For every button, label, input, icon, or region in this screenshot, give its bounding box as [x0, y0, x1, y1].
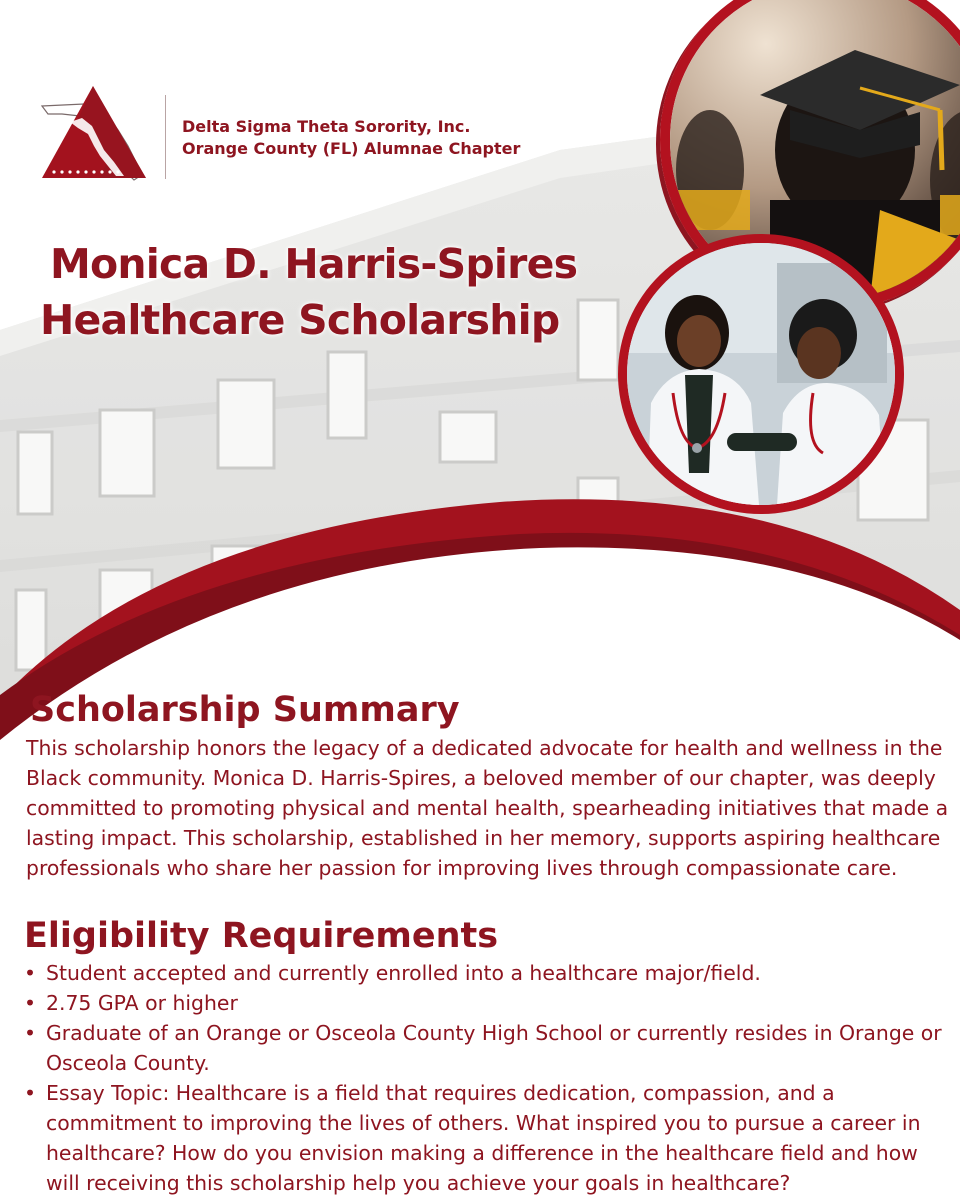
header-divider — [165, 95, 166, 179]
organization-name — [182, 116, 520, 160]
requirement-text: Student accepted and currently enrolled into a healthcare major/field. — [46, 961, 761, 985]
delta-florida-logo-icon — [40, 84, 152, 184]
eligibility-heading: Eligibility Requirements — [24, 916, 499, 956]
bullet-icon: • — [24, 991, 37, 1015]
bullet-icon: • — [24, 961, 37, 985]
list-item — [22, 958, 942, 988]
list-item — [22, 1078, 942, 1198]
doctors-photo — [618, 234, 904, 514]
org-name-line1: Delta Sigma Theta Sorority, Inc. — [182, 117, 471, 136]
summary-heading: Scholarship Summary — [30, 690, 460, 730]
summary-text: This scholarship honors the legacy of a dedicated advocate for health and wellness in the Black community. Monica D. Harris-Spires, a beloved member of our chapter, was deeply committed to promoting physical and mental health, spearheading initiatives that made a lasting impact. This scholarship, established in her memory, supports aspiring healthcare professionals who share her passion for improving lives through compassionate care. — [26, 736, 949, 880]
bullet-icon: • — [24, 1081, 37, 1105]
requirement-text: Essay Topic: Healthcare is a field that requires dedication, compassion, and a commitment to improving the lives of others. What inspired you to pursue a career in healthcare? How do you envision making a difference in the healthcare field and how will receiving this scholarship help you achieve your goals in healthcare? — [46, 1081, 921, 1195]
page-title — [40, 236, 640, 348]
org-name-line2: Orange County (FL) Alumnae Chapter — [182, 139, 521, 158]
list-item — [22, 988, 942, 1018]
title-line2: Healthcare Scholarship — [40, 296, 560, 344]
title-line1: Monica D. Harris-Spires — [50, 240, 578, 288]
requirements-list — [22, 958, 942, 1198]
requirement-text: 2.75 GPA or higher — [46, 991, 238, 1015]
list-item — [22, 1018, 942, 1078]
bullet-icon: • — [24, 1021, 37, 1045]
requirement-text: Graduate of an Orange or Osceola County High School or currently resides in Orange or Osceola County. — [46, 1021, 942, 1075]
